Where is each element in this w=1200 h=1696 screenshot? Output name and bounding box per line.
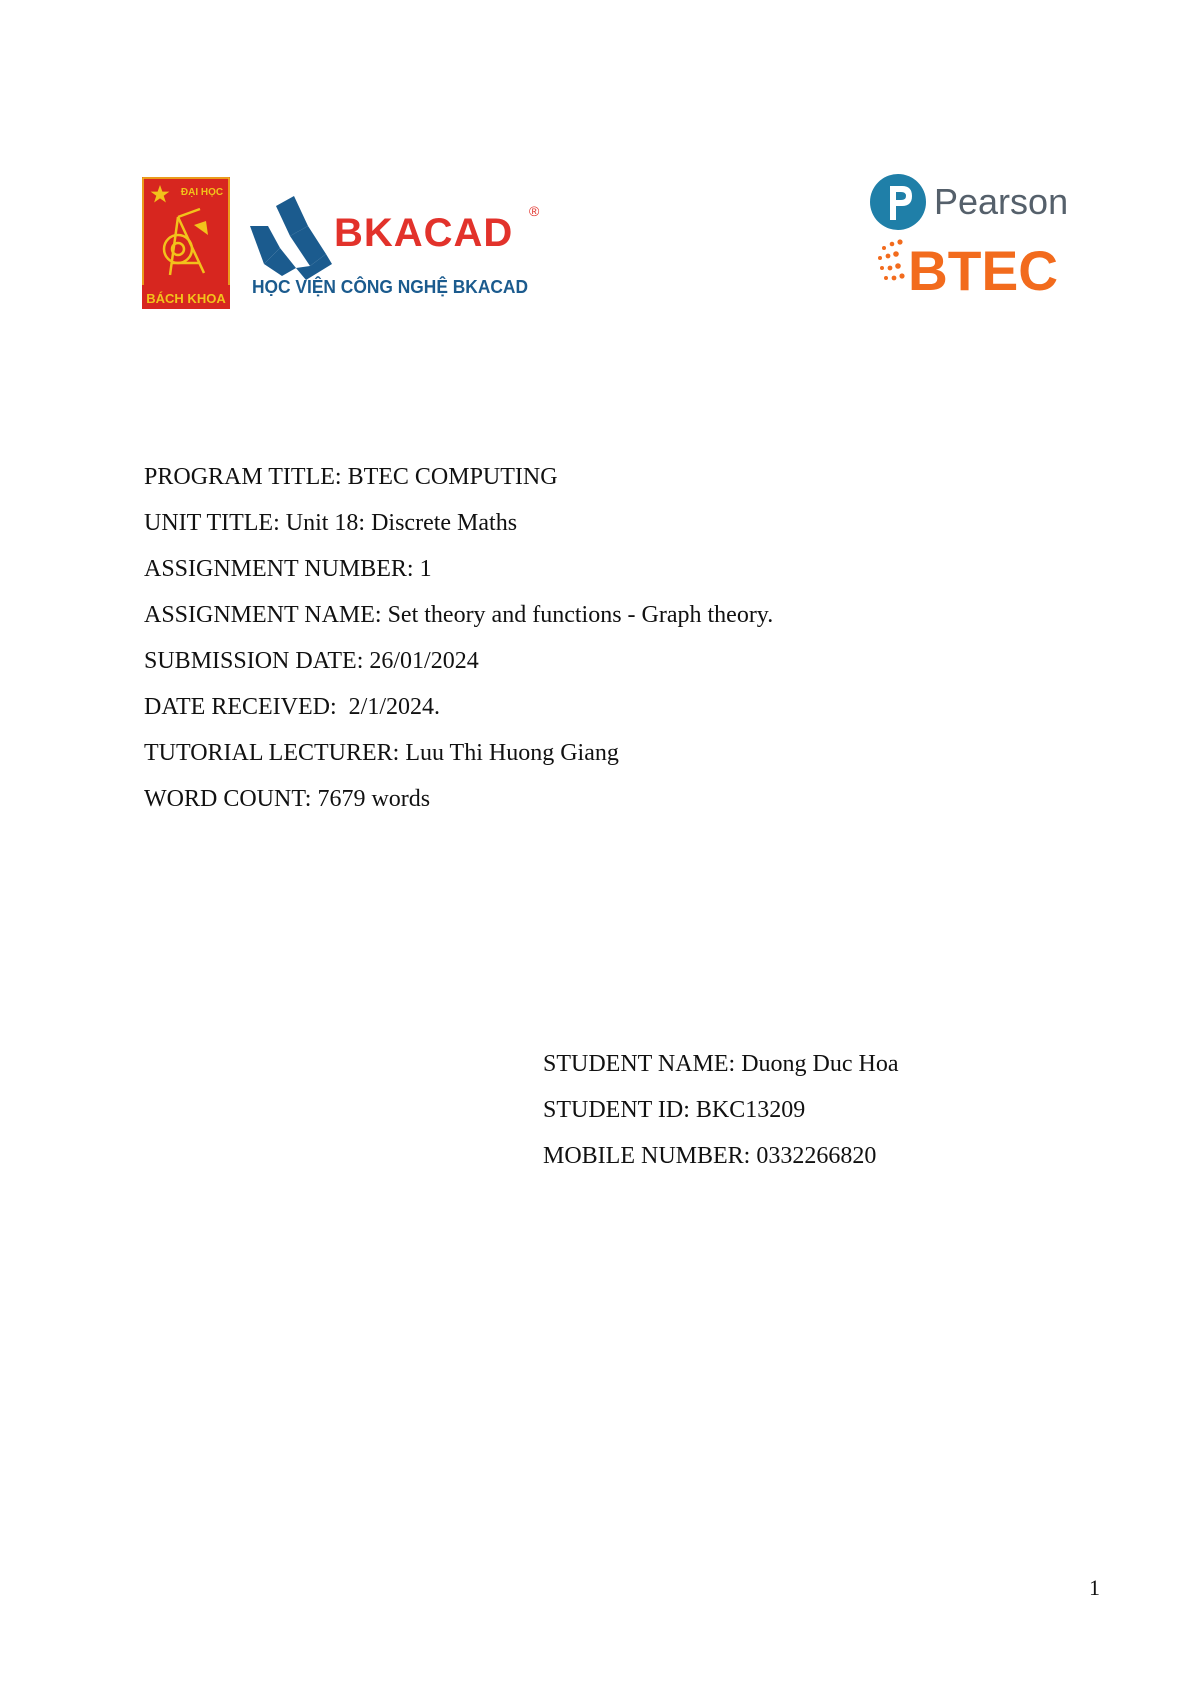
submission-date: SUBMISSION DATE: 26/01/2024 [144, 648, 479, 674]
program-title: PROGRAM TITLE: BTEC COMPUTING [144, 464, 558, 490]
bkacad-subtitle: HỌC VIỆN CÔNG NGHỆ BKACAD [252, 277, 539, 297]
trademark-icon: ® [529, 203, 540, 219]
student-id: STUDENT ID: BKC13209 [543, 1097, 806, 1123]
hust-bottom-text: BÁCH KHOA [146, 291, 226, 306]
page-number: 1 [1089, 1575, 1100, 1600]
assignment-name: ASSIGNMENT NAME: Set theory and functions - Graph theory. [144, 602, 774, 628]
hust-logo [142, 177, 230, 309]
assignment-number: ASSIGNMENT NUMBER: 1 [144, 556, 432, 582]
student-info [543, 1041, 1103, 1179]
tutorial-lecturer: TUTORIAL LECTURER: Luu Thi Huong Giang [144, 740, 619, 766]
bkacad-name: BKACAD [334, 211, 514, 255]
bkacad-mark-icon [250, 196, 332, 280]
pearson-p-icon [870, 174, 926, 230]
mobile-number: MOBILE NUMBER: 0332266820 [543, 1143, 877, 1169]
unit-title: UNIT TITLE: Unit 18: Discrete Maths [144, 510, 518, 536]
pearson-name: Pearson [934, 181, 1069, 222]
cover-info [144, 454, 1044, 822]
pearson-btec-logo [870, 172, 1070, 300]
hust-top-text: ĐẠI HỌC [180, 187, 224, 198]
word-count: WORD COUNT: 7679 words [144, 786, 431, 812]
btec-name: BTEC [908, 239, 1058, 300]
student-name: STUDENT NAME: Duong Duc Hoa [543, 1051, 899, 1077]
date-received: DATE RECEIVED: 2/1/2024. [144, 694, 440, 720]
btec-dots-icon [878, 239, 905, 280]
bkacad-logo [250, 196, 550, 304]
